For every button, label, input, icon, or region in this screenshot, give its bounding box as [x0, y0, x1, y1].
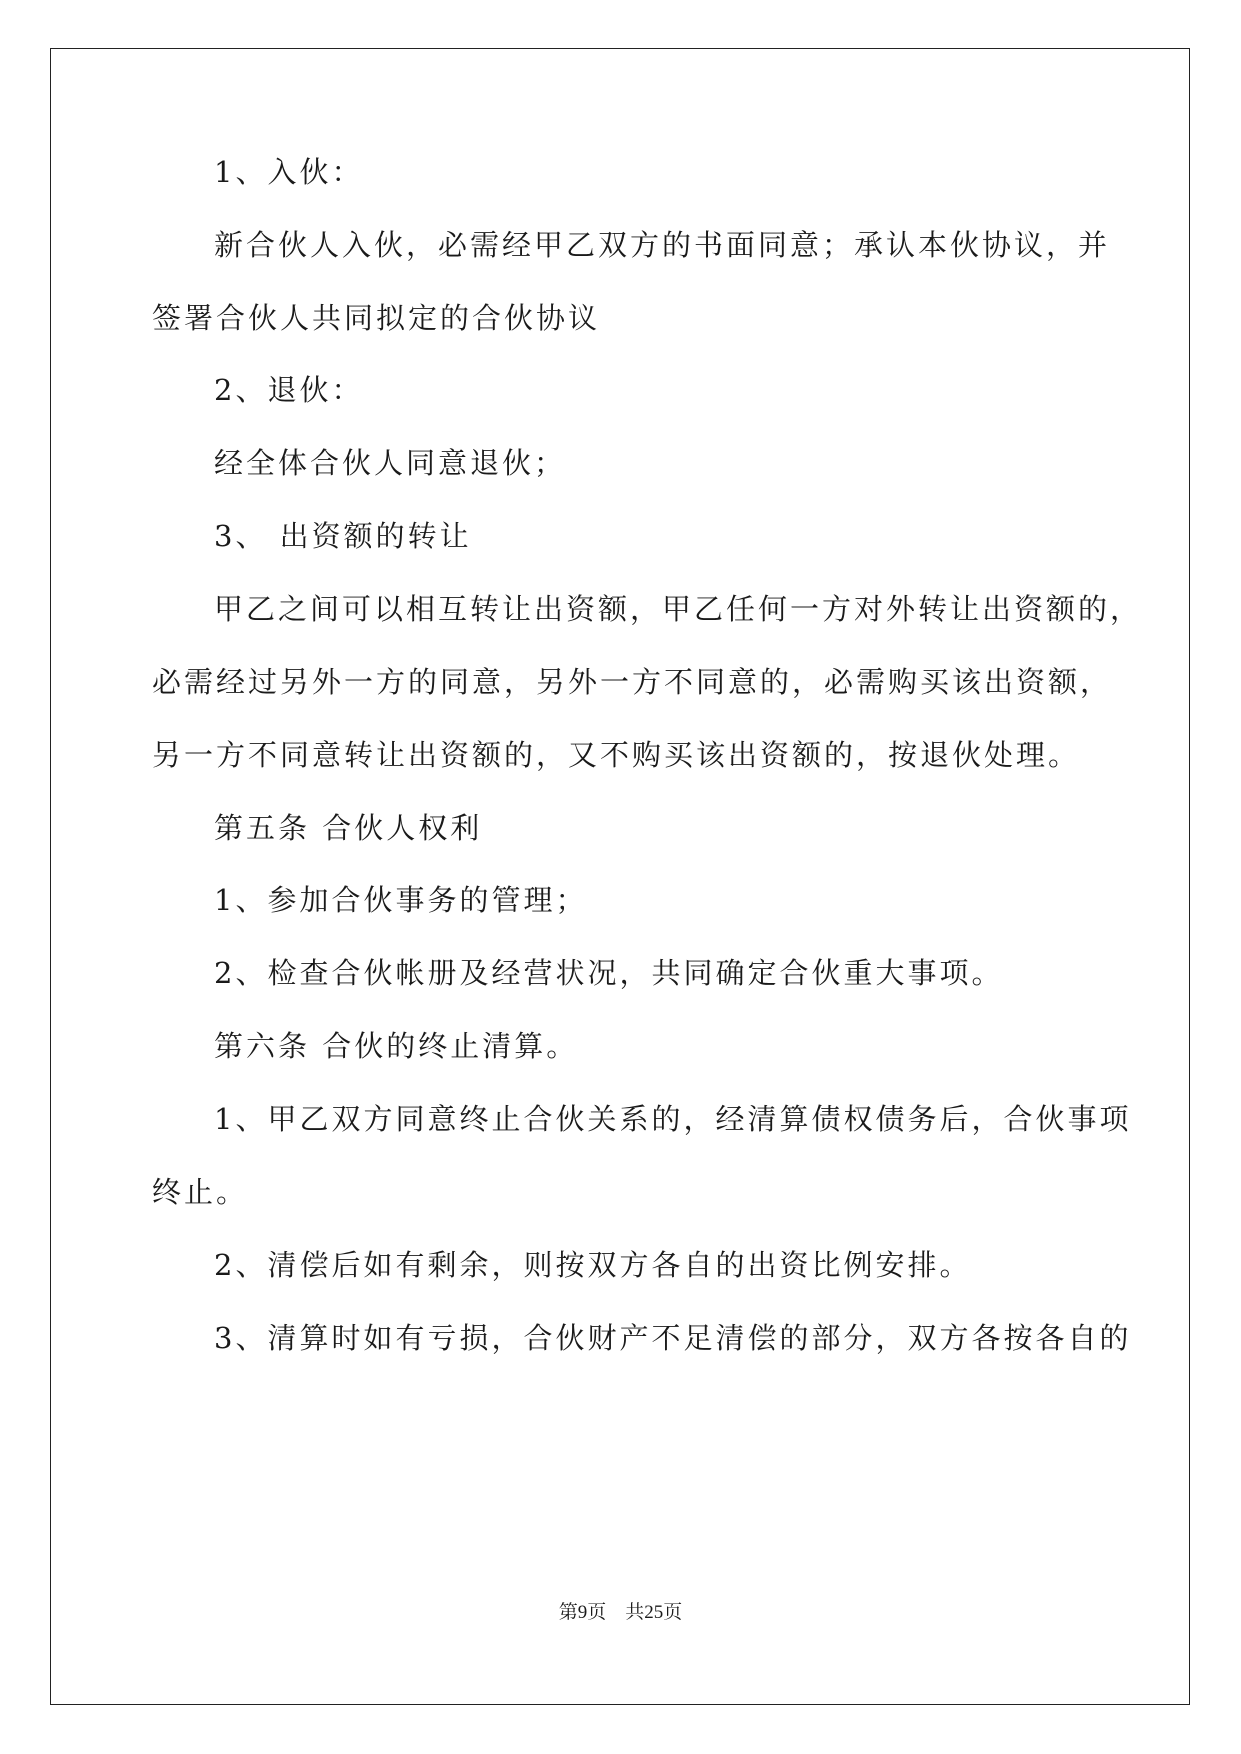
footer-page-mid: 页 共 — [587, 1602, 645, 1623]
paragraph-line: 必需经过另外一方的同意，另外一方不同意的，必需购买该出资额， — [152, 665, 1113, 699]
paragraph-line: 2、检查合伙帐册及经营状况，共同确定合伙重大事项。 — [214, 956, 1004, 990]
paragraph-line: 3、清算时如有亏损，合伙财产不足清偿的部分，双方各按各自的 — [214, 1321, 1132, 1355]
footer-page-prefix: 第 — [558, 1602, 578, 1623]
paragraph-line: 新合伙人入伙，必需经甲乙双方的书面同意；承认本伙协议，并 — [214, 228, 1111, 262]
paragraph-line: 另一方不同意转让出资额的，又不购买该出资额的，按退伙处理。 — [152, 738, 1081, 772]
paragraph-line: 2、退伙： — [214, 373, 364, 407]
paragraph-line: 经全体合伙人同意退伙； — [214, 446, 567, 480]
paragraph-line: 1、参加合伙事务的管理； — [214, 883, 588, 917]
page-footer — [0, 1600, 1241, 1626]
section-heading: 第五条 合伙人权利 — [214, 811, 483, 845]
footer-total-pages: 25 — [644, 1602, 664, 1623]
paragraph-line: 签署合伙人共同拟定的合伙协议 — [152, 301, 601, 335]
paragraph-line: 1、甲乙双方同意终止合伙关系的，经清算债权债务后，合伙事项 — [214, 1102, 1132, 1136]
footer-page-number: 9 — [577, 1602, 588, 1623]
page-border — [50, 48, 1190, 1705]
section-heading: 第六条 合伙的终止清算。 — [214, 1029, 579, 1063]
paragraph-line: 终止。 — [152, 1175, 249, 1209]
paragraph-line: 3、 出资额的转让 — [214, 519, 472, 553]
paragraph-line: 2、清偿后如有剩余，则按双方各自的出资比例安排。 — [214, 1248, 972, 1282]
footer-page-suffix: 页 — [663, 1602, 683, 1623]
paragraph-line: 甲乙之间可以相互转让出资额，甲乙任何一方对外转让出资额的， — [214, 592, 1143, 626]
paragraph-line: 1、入伙： — [214, 155, 364, 189]
